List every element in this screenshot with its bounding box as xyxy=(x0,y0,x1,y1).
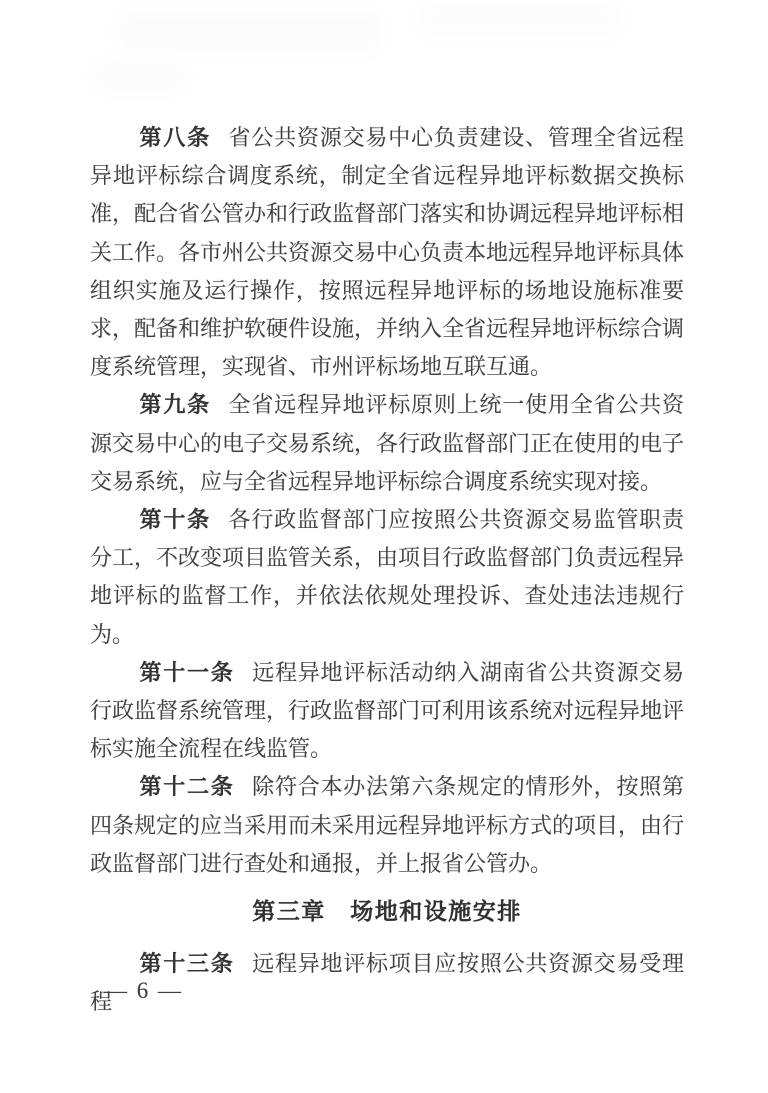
article-12-paragraph xyxy=(90,768,684,883)
article-11-text: 远程异地评标活动纳入湖南省公共资源交易行政监督系统管理，行政监督部门可利用该系统对远程异地评标实施全流程在线监管。 xyxy=(90,659,685,762)
article-13-number: 第十三条 xyxy=(139,951,235,977)
article-9-paragraph xyxy=(90,386,684,501)
article-9-number: 第九条 xyxy=(139,392,211,418)
article-11-number: 第十一条 xyxy=(139,659,235,685)
article-8-number: 第八条 xyxy=(139,125,211,150)
article-10-paragraph xyxy=(90,501,684,654)
article-11-paragraph xyxy=(90,654,684,769)
scan-smudge xyxy=(95,62,185,90)
article-10-number: 第十条 xyxy=(139,507,211,533)
page-number: — 6 — xyxy=(104,978,183,1003)
chapter-3-heading: 第三章 场地和设施安排 xyxy=(252,898,522,925)
article-10-text: 各行政监督部门应按照公共资源交易监管职责分工，不改变项目监管关系，由项目行政监督部门负责远程异地评标的监督工作，并依法依规处理投诉、查处违法违规行为。 xyxy=(90,507,685,647)
scan-smudge xyxy=(120,10,380,52)
document-body xyxy=(90,119,684,1022)
scan-smudge xyxy=(420,2,620,36)
article-9-text: 全省远程异地评标原则上统一使用全省公共资源交易中心的电子交易系统，各行政监督部门正在使用的电子交易系统，应与全省远程异地评标综合调度系统实现对接。 xyxy=(90,392,685,494)
article-12-number: 第十二条 xyxy=(139,774,235,800)
article-8-paragraph xyxy=(90,119,684,386)
article-13-text: 远程异地评标项目应按照公共资源交易受理程 xyxy=(90,951,684,1015)
article-12-text: 除符合本办法第六条规定的情形外，按照第四条规定的应当采用而未采用远程异地评标方式的项目，由行政监督部门进行查处和通报，并上报省公管办。 xyxy=(90,774,685,876)
article-8-text: 省公共资源交易中心负责建设、管理全省远程异地评标综合调度系统，制定全省远程异地评标数据交换标准，配合省公管办和行政监督部门落实和协调远程异地评标相关工作。各市州公共资源交易中心负责本地远程异地评标具体组织实施及运行操作，按照远程异地评标的场地设施标准要求，配备和维护软硬件设施，并纳入全省远程异地评标综合调度系统管理，实现省、市州评标场地互联互通。 xyxy=(90,125,685,380)
